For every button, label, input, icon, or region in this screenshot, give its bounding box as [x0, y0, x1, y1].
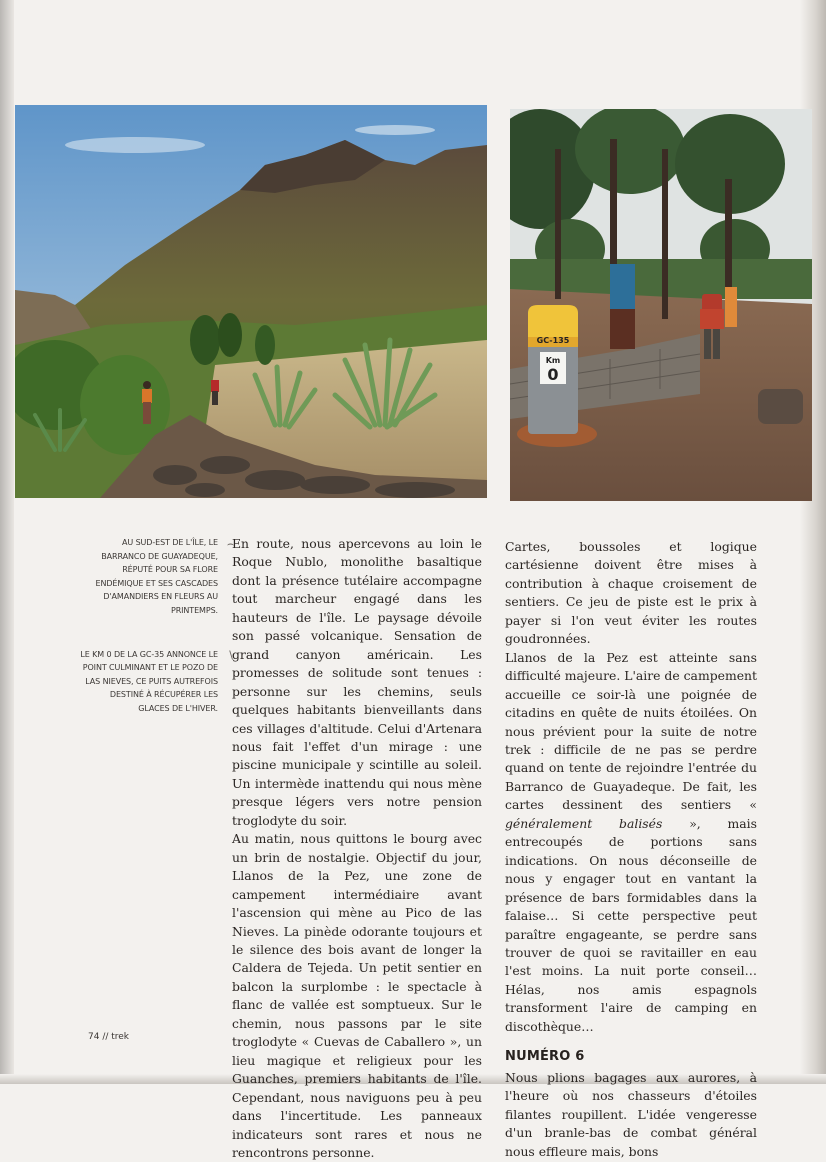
- signpost-km-value: 0: [547, 365, 559, 384]
- photo-captions: [80, 536, 234, 746]
- caption-pointer-icon: ⌢: [226, 537, 234, 550]
- italic-text: généralement balisés: [505, 815, 663, 831]
- section-heading: NUMÉRO 6: [505, 1049, 585, 1065]
- signpost-km-label: Km: [545, 356, 561, 365]
- paragraph: En route, nous apercevons au loin le Roque Nublo, monolithe basaltique dont la présence tutélaire accompagne tout marcheur engagé dans les hauteurs de l'île. Le paysage dévoile son passé volcanique. Sensation de grand canyon américain. Les promesses de solitude sont tenues : personne sur les chemins, seuls quelques habitants bienveillants dans ces villages d'altitude. Celui d'Artenara nous fait l'effet d'un mirage : une piscine municipale y scintille au soleil. Un intermède inattendu qui nous mène presque légers vers notre pension troglodyte du soir.: [232, 536, 482, 828]
- text-run: Llanos de la Pez est atteinte sans difficulté majeure. L'aire de campement accueille ce soir-là une poignée de citadins en quête de nuits étoilées. On nous prévient pour la suite de notre trek : difficile de ne pas se perdre quand on tente de rejoindre l'entrée du Barranco de Guayadeque. De fait, les cartes dessinent des sentiers «: [505, 649, 757, 813]
- paragraph: [505, 649, 757, 1037]
- paragraph: Cartes, boussoles et logique cartésienne doivent être mises à contribution à chaque croisement de sentiers. Ce jeu de piste est le prix à payer si l'on veut éviter les routes goudronnées.: [505, 539, 757, 647]
- paragraph: Nous plions bagages aux aurores, à l'heure où nos chasseurs d'étoiles filantes roupillent. L'idée vengeresse d'un branle-bas de combat général nous effleure mais, bons: [505, 1069, 757, 1159]
- caption-pointer-icon: ∖: [227, 648, 234, 662]
- text-run: », mais entrecoupés de portions sans indications. On nous déconseille de nous y engager tout en vantant la présence de bars formidables dans la falaise… Si cette perspective peut paraître engageante, se perdre sans trouver de quoi se ravitailler en eau l'est moins. La nuit porte conseil… Hélas, nos amis espagnols transforment l'aire de camping en discothèque…: [505, 815, 757, 1034]
- caption-left-photo: [80, 536, 234, 618]
- page-folio: 74 // trek: [88, 1032, 130, 1042]
- paragraph: Au matin, nous quittons le bourg avec un brin de nostalgie. Objectif du jour, Llanos de la Pez, une zone de campement intermédiaire avant l'ascension qui mène au Pico de las Nieves. La pinède odorante toujours et le silence des bois avant de longer la Caldera de Tejeda. Un petit sentier en balcon la surplombe : le spectacle à flanc de vallée est somptueux. Sur le chemin, nous passons par le site troglodyte « Cuevas de Caballero », un lieu magique et religieux pour les Guanches, premiers habitants de l'île. Cependant, nous naviguons peu à peu dans l'incertitude. Les panneaux indicateurs sont rares et nous ne rencontrons personne.: [232, 831, 482, 1160]
- caption-right-photo: [80, 648, 234, 716]
- caption-text: AU SUD-EST DE L'ÎLE, LE BARRANCO DE GUAYADEQUE, RÉPUTÉ POUR SA FLORE ENDÉMIQUE ET SES CASCADES D'AMANDIERS EN FLEURS AU PRINTEMPS.: [95, 538, 218, 615]
- caption-text: LE KM 0 DE LA GC-35 ANNONCE LE POINT CULMINANT ET LE POZO DE LAS NIEVES, CE PUITS AUTREFOIS DESTINÉ À RÉCUPÉRER LES GLACES DE L'HIVER.: [80, 649, 218, 713]
- photo-gc135-km0-signpost: [510, 109, 812, 501]
- page-gutter-shadow: [0, 0, 14, 1084]
- article-column-1: [232, 535, 482, 1162]
- article-column-2: [505, 538, 757, 1161]
- signpost-road-number: GC-135: [536, 336, 570, 345]
- photo-barranco-guayadeque: [15, 105, 487, 498]
